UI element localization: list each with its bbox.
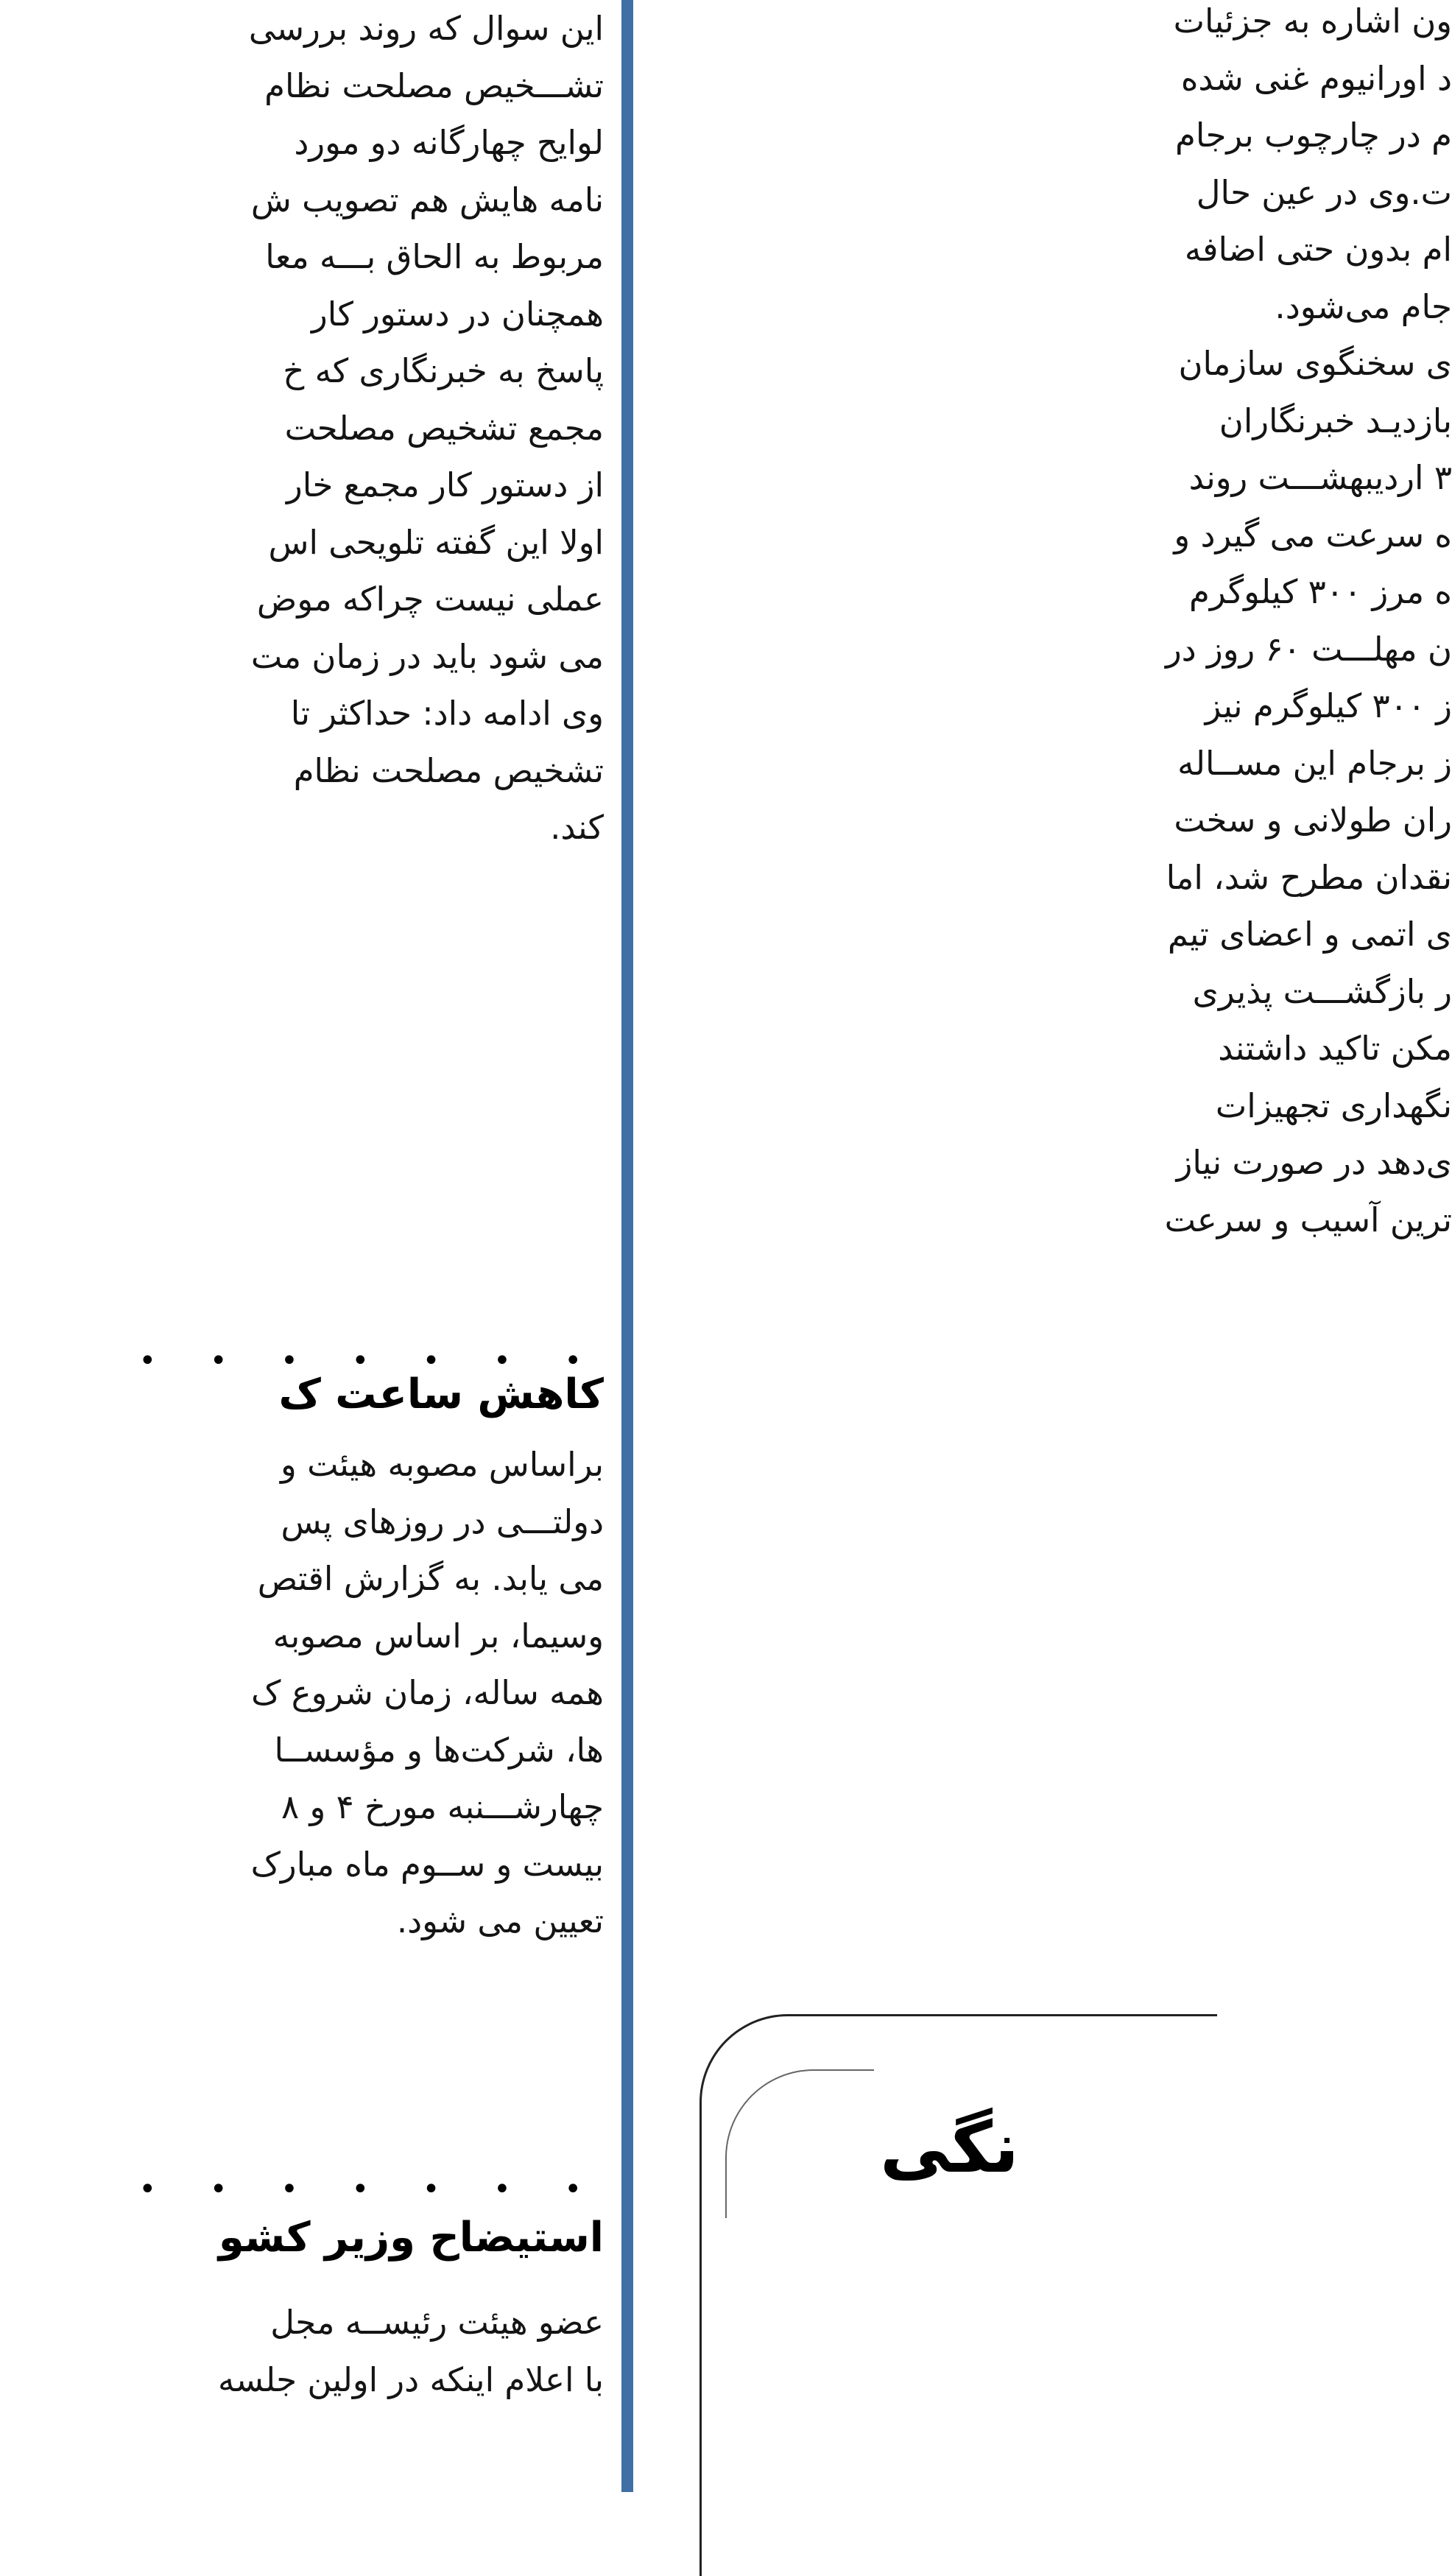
text-line: این سوال که روند بررسی bbox=[248, 9, 604, 48]
text-line: ۳ اردیبهشـــت روند bbox=[1188, 458, 1452, 497]
text-line: مربوط به الحاق بـــه معا bbox=[265, 237, 604, 276]
text-line: کند. bbox=[550, 808, 604, 847]
text-line: اولا این گفته تلویحی اس bbox=[268, 522, 604, 562]
text-line: مجمع تشخیص مصلحت bbox=[284, 408, 604, 448]
column-divider bbox=[621, 0, 633, 2492]
text-line: مکن تاکید داشتند bbox=[1218, 1029, 1452, 1068]
left-text-bottom bbox=[0, 2294, 604, 2408]
boxed-panel-heading: نگی bbox=[880, 2106, 1019, 2189]
text-line: ها، شرکت‌ها و مؤسســا bbox=[274, 1730, 604, 1770]
text-line: نقدان مطرح شد، اما bbox=[1166, 857, 1452, 897]
text-line: تشخیص مصلحت نظام bbox=[293, 750, 604, 790]
text-line: ز برجام این مســاله bbox=[1177, 743, 1452, 783]
text-line: نگهداری تجهیزات bbox=[1215, 1085, 1452, 1125]
text-line: عضو هیئت رئیســه مجل bbox=[270, 2303, 604, 2342]
left-text-mid bbox=[0, 1436, 604, 1950]
text-line: د اورانیوم غنی شده bbox=[1180, 58, 1452, 98]
text-line: همچنان در دستور کار bbox=[311, 294, 604, 334]
section-heading-impeachment: استیضاح وزیر کشو bbox=[218, 2214, 604, 2262]
text-line: وی ادامه داد: حداکثر تا bbox=[290, 694, 604, 733]
text-line: وسیما، بر اساس مصوبه bbox=[272, 1616, 604, 1655]
text-line: ه سرعت می گیرد و bbox=[1174, 515, 1452, 555]
text-line: عملی نیست چراکه موض bbox=[256, 580, 604, 619]
text-line: ترین آسیب و سرعت bbox=[1164, 1200, 1452, 1239]
left-text-top bbox=[0, 0, 604, 856]
text-line: براساس مصوبه هیئت و bbox=[281, 1445, 604, 1484]
right-text bbox=[642, 0, 1452, 1248]
text-line: پاسخ به خبرنگاری که خ bbox=[283, 351, 604, 390]
text-line: چهارشـــنبه مورخ ۴ و ۸ bbox=[281, 1787, 604, 1826]
text-line: نامه هایش هم تصویب ش bbox=[250, 180, 604, 219]
text-line: ران طولانی و سخت bbox=[1174, 800, 1452, 840]
text-line: ام بدون حتی اضافه bbox=[1184, 230, 1452, 269]
text-line: همه ساله، زمان شروع ک bbox=[251, 1673, 604, 1712]
text-line: ز ۳۰۰ کیلوگرم نیز bbox=[1205, 686, 1452, 725]
text-line: لوایح چهارگانه دو مورد bbox=[294, 123, 604, 162]
text-line: تشـــخیص مصلحت نظام bbox=[264, 66, 604, 105]
section-separator-dots: • • • • • • • bbox=[138, 1344, 604, 1378]
text-line: ن مهلـــت ۶۰ روز در bbox=[1165, 629, 1452, 669]
text-line: از دستور کار مجمع خار bbox=[286, 465, 604, 504]
section-heading-working-hours: کاهش ساعت ک bbox=[278, 1370, 604, 1418]
text-line: ی‌دهد در صورت نیاز bbox=[1176, 1143, 1452, 1182]
text-line: ه مرز ۳۰۰ کیلوگرم bbox=[1189, 572, 1452, 611]
text-line: ر بازگشـــت پذیری bbox=[1192, 971, 1452, 1011]
section-separator-dots: • • • • • • • bbox=[138, 2172, 604, 2206]
text-line: تعیین می شود. bbox=[396, 1901, 604, 1940]
text-line: م در چارچوب برجام bbox=[1175, 116, 1452, 155]
text-line: می یابد. به گزارش اقتص bbox=[257, 1559, 604, 1598]
text-line: ون اشاره به جزئیات bbox=[1173, 1, 1452, 41]
text-line: ی سخنگوی سازمان bbox=[1178, 344, 1452, 383]
text-line: بازدیـد خبرنگاران bbox=[1219, 401, 1452, 440]
text-line: ی اتمی و اعضای تیم bbox=[1167, 915, 1452, 954]
text-line: با اعلام اینکه در اولین جلسه bbox=[218, 2359, 604, 2399]
text-line: جام می‌شود. bbox=[1275, 286, 1452, 326]
text-line: بیست و ســوم ماه مبارک bbox=[250, 1844, 604, 1884]
text-line: می شود باید در زمان مت bbox=[250, 636, 604, 676]
text-line: دولتـــی در روزهای پس bbox=[281, 1502, 604, 1541]
text-line: ت.وی در عین حال bbox=[1196, 172, 1452, 212]
